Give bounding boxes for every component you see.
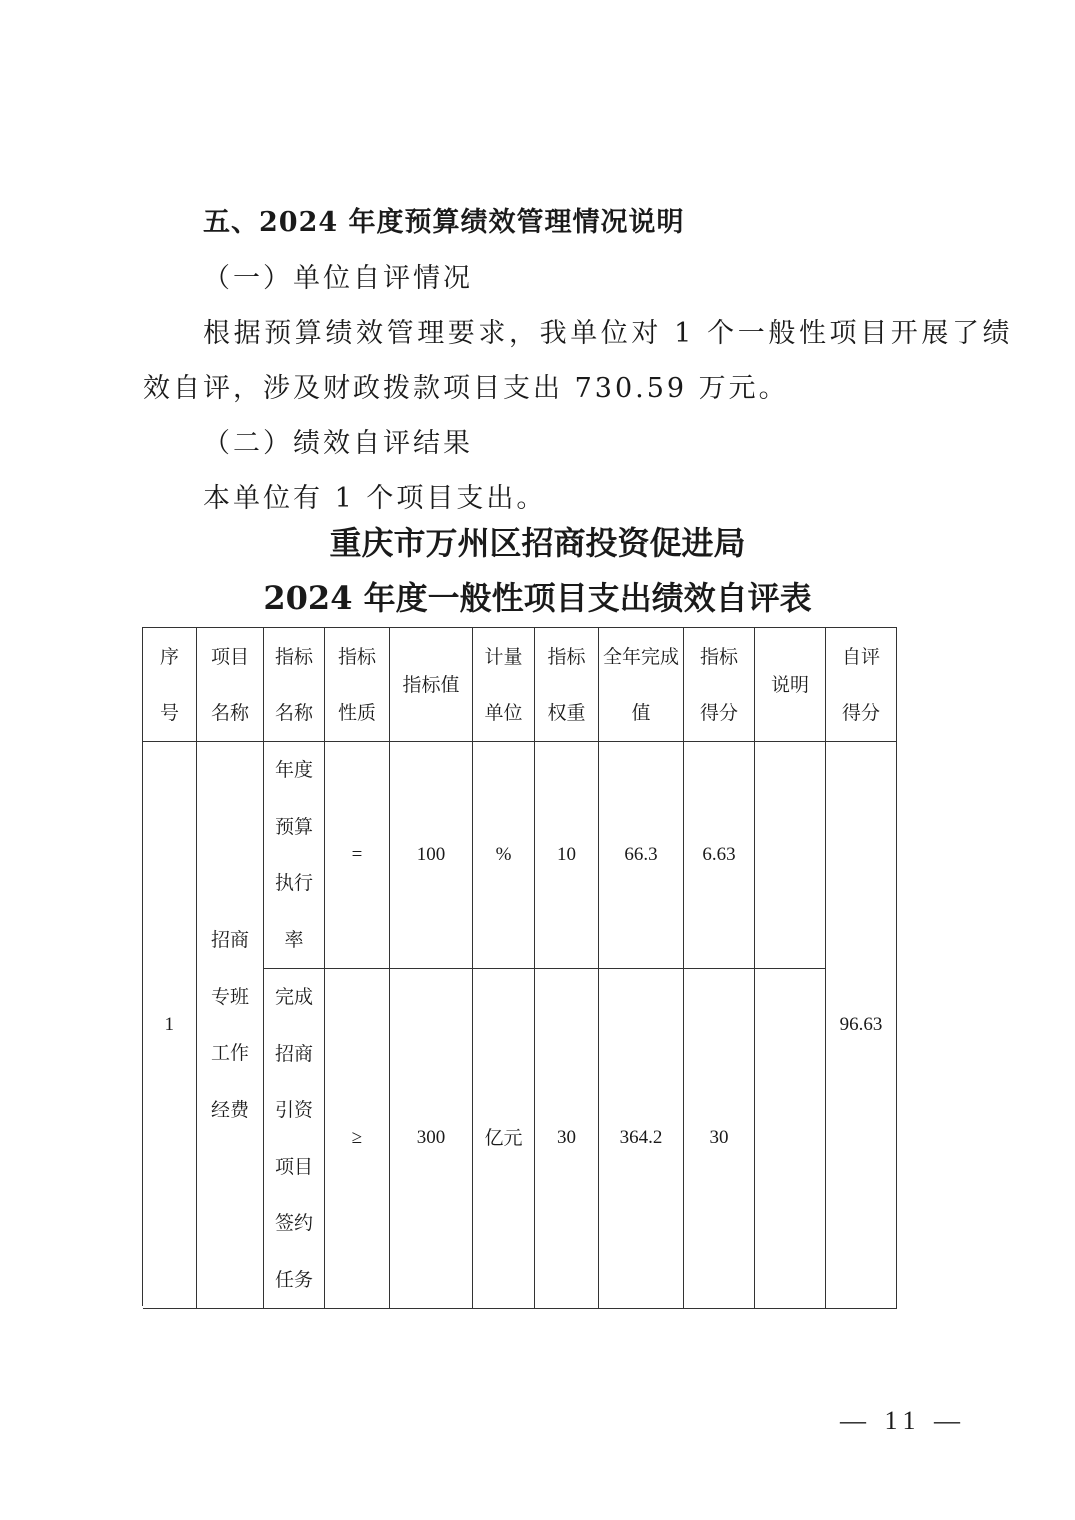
seq-cell: 1: [143, 742, 197, 1309]
actual-value-cell: 364.2: [599, 969, 684, 1309]
weight-cell: 10: [535, 742, 599, 969]
paragraph-line-2: 效自评，涉及财政拨款项目支出 730.59 万元。: [143, 373, 789, 404]
indicator-value-cell: 300: [390, 969, 473, 1309]
header-cell: 序号: [143, 628, 197, 742]
header-cell: 自评得分: [826, 628, 897, 742]
header-cell: 说明: [755, 628, 826, 742]
indicator-value-cell: 100: [390, 742, 473, 969]
actual-value-cell: 66.3: [599, 742, 684, 969]
page-number: — 11 —: [840, 1406, 967, 1435]
table-row: [143, 742, 897, 969]
indicator-name-cell: 完成招商引资项目签约任务: [264, 969, 325, 1309]
indicator-score-cell: 30: [684, 969, 755, 1309]
section-title: 五、2024 年度预算绩效管理情况说明: [203, 207, 685, 238]
indicator-nature-cell: ≥: [325, 969, 390, 1309]
header-cell: 指标权重: [535, 628, 599, 742]
unit-cell: %: [473, 742, 535, 969]
paragraph-line-3: 本单位有 1 个项目支出。: [203, 483, 547, 514]
self-score-cell: 96.63: [826, 742, 897, 1309]
table-title-name: 2024 年度一般性项目支出绩效自评表: [263, 579, 812, 617]
indicator-name-cell: 年度预算执行率: [264, 742, 325, 969]
note-cell: [755, 969, 826, 1309]
indicator-score-cell: 6.63: [684, 742, 755, 969]
table-title-org: 重庆市万州区招商投资促进局: [329, 524, 746, 562]
table-header-row: [143, 628, 897, 742]
header-cell: 项目名称: [197, 628, 264, 742]
table-left-border: [142, 740, 143, 1306]
performance-table: [142, 627, 897, 1309]
project-name-cell: 招商专班工作经费: [197, 742, 264, 1309]
subsection-results: （二）绩效自评结果: [203, 428, 473, 459]
weight-cell: 30: [535, 969, 599, 1309]
indicator-nature-cell: =: [325, 742, 390, 969]
header-cell: 指标值: [390, 628, 473, 742]
header-cell: 指标名称: [264, 628, 325, 742]
header-cell: 全年完成值: [599, 628, 684, 742]
paragraph-line-1: 根据预算绩效管理要求，我单位对 1 个一般性项目开展了绩: [203, 318, 1014, 349]
note-cell: [755, 742, 826, 969]
subsection-self-evaluation: （一）单位自评情况: [203, 263, 473, 294]
header-cell: 计量单位: [473, 628, 535, 742]
unit-cell: 亿元: [473, 969, 535, 1309]
header-cell: 指标得分: [684, 628, 755, 742]
header-cell: 指标性质: [325, 628, 390, 742]
